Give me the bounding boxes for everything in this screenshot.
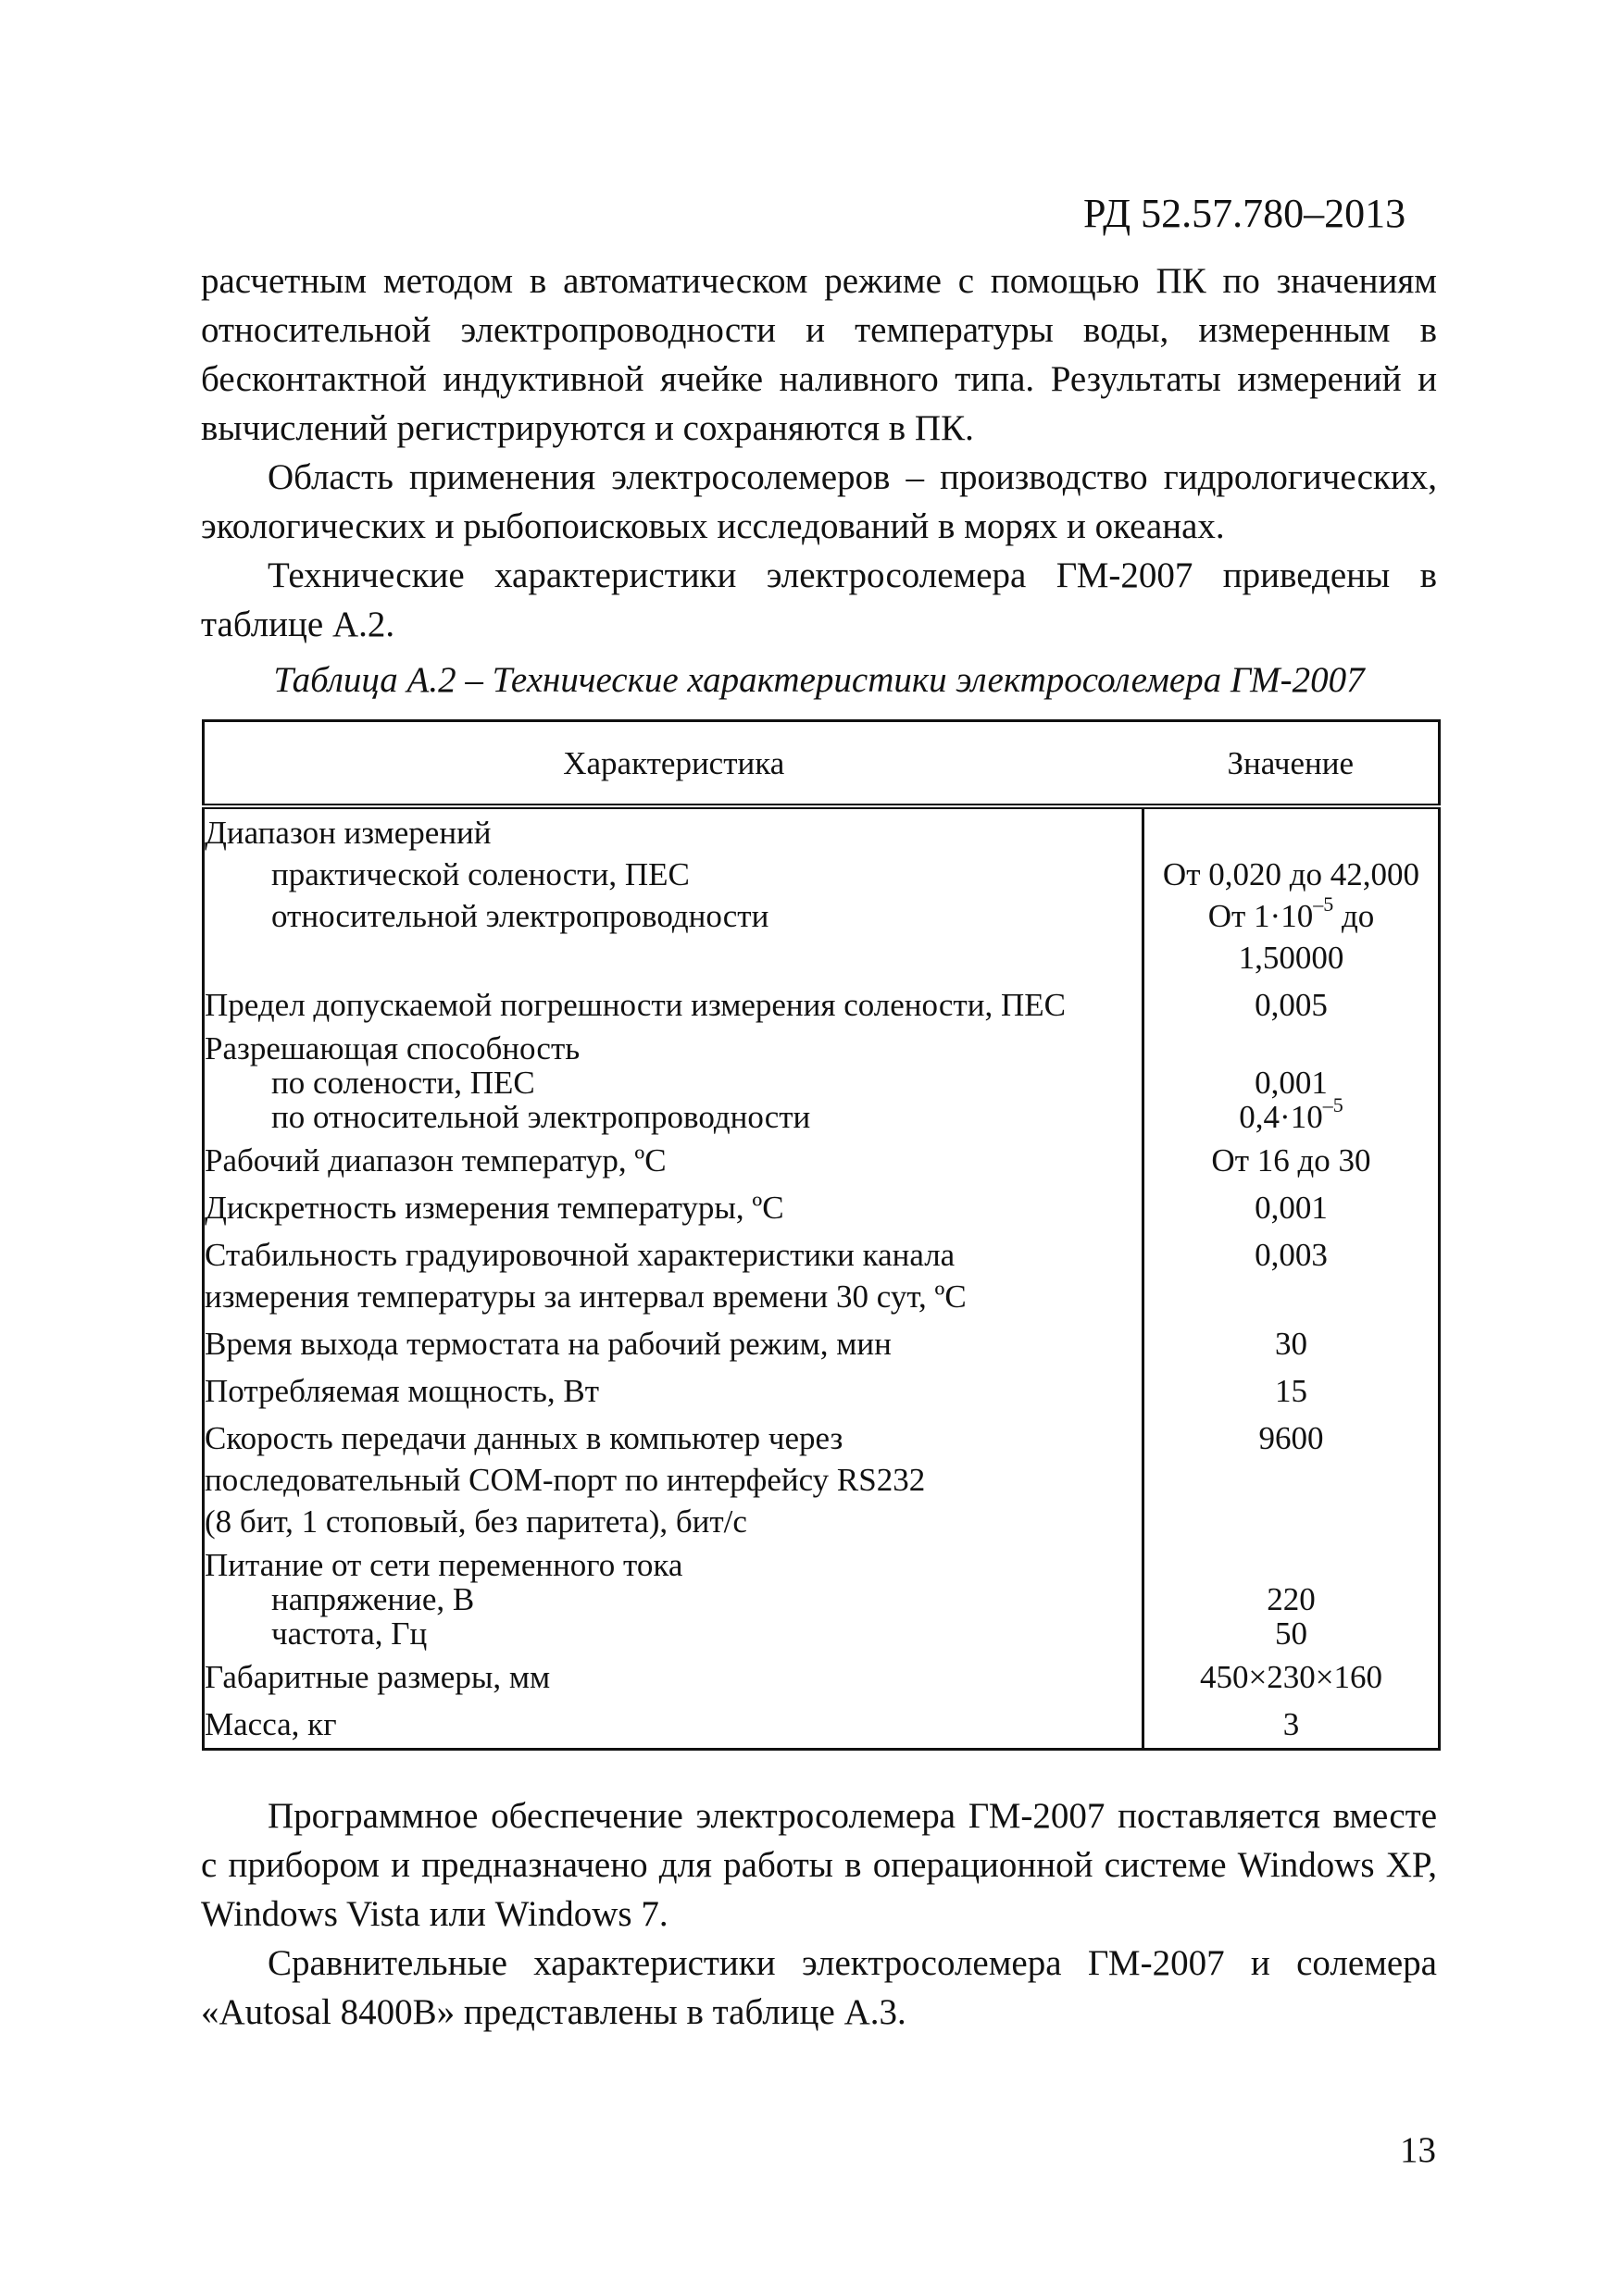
outro-text <box>201 1791 1437 2037</box>
row-value-baud: 9600 <box>1143 1415 1440 1545</box>
row-value-conductivity-line2: 1,50000 <box>1238 940 1344 976</box>
spec-table <box>202 719 1441 1751</box>
row-value-frequency: 50 <box>1275 1615 1307 1652</box>
row-label-salinity: практической солености, ПЕС <box>271 856 690 892</box>
row-label-warmup-time: Время выхода термостата на рабочий режим, мин <box>205 1326 892 1362</box>
table-caption: Таблица А.2 – Технические характеристики электросолемера ГМ-2007 <box>273 660 1365 700</box>
outro-paragraph-2: Сравнительные характеристики электросолемера ГМ-2007 и солемера «Autosal 8400B» представлены в таблице А.3. <box>201 1943 1437 2032</box>
table-row <box>204 1701 1440 1750</box>
table-header-row <box>204 721 1440 807</box>
row-label-dimensions: Габаритные размеры, мм <box>205 1659 551 1695</box>
row-value-resolution-conductivity: $0,4\cdot 10^{-5}$ <box>1239 1093 1343 1135</box>
table-row <box>204 1137 1440 1184</box>
outro-paragraph-1: Программное обеспечение электросолемера ГМ-2007 поставляется вместе с прибором и предназначено для работы в операционной системе Windows XP, Windows Vista или Windows 7. <box>201 1796 1437 1934</box>
row-label-temp-discreteness: Дискретность измерения температуры, ºС <box>205 1190 784 1226</box>
row-value-voltage: 220 <box>1267 1581 1316 1617</box>
row-value-resolution-salinity: 0,001 <box>1255 1065 1328 1101</box>
intro-paragraph-3: Технические характеристики электросолемера ГМ-2007 приведены в таблице А.2. <box>201 555 1437 644</box>
row-value-conductivity: От $1\cdot 10^{-5}$ до <box>1207 892 1375 934</box>
row-value-power: 15 <box>1143 1367 1440 1415</box>
row-label-resolution-salinity: по солености, ПЕС <box>271 1065 535 1101</box>
row-value-temp-range: От 16 до 30 <box>1143 1137 1440 1184</box>
table-row <box>204 1367 1440 1415</box>
row-value-dimensions: 450×230×160 <box>1143 1653 1440 1701</box>
row-label-baud-l3: (8 бит, 1 стоповый, без паритета), бит/с <box>205 1503 747 1540</box>
row-label-resolution-conductivity: по относительной электропроводности <box>271 1099 811 1135</box>
row-value-stability: 0,003 <box>1143 1231 1440 1320</box>
row-label-temp-range: Рабочий диапазон температур, ºС <box>205 1142 667 1179</box>
row-value-error-limit: 0,005 <box>1143 981 1440 1029</box>
row-label-conductivity: относительной электропроводности <box>271 898 769 934</box>
row-label-frequency: частота, Гц <box>271 1615 428 1652</box>
table-row <box>204 1231 1440 1320</box>
table-row <box>204 806 1440 981</box>
page-number: 13 <box>1400 2130 1436 2170</box>
header-characteristic: Характеристика <box>204 721 1143 807</box>
document-code-header: РД 52.57.780–2013 <box>1083 191 1406 236</box>
row-value-mass: 3 <box>1143 1701 1440 1750</box>
header-value: Значение <box>1143 721 1440 807</box>
row-label-baud-l2: последовательный СОМ-порт по интерфейсу RS232 <box>205 1462 926 1498</box>
row-label-measurement-range: Диапазон измерений <box>205 815 492 851</box>
row-label-baud-l1: Скорость передачи данных в компьютер через <box>205 1420 843 1456</box>
row-label-power: Потребляемая мощность, Вт <box>205 1373 600 1409</box>
table-row <box>204 1320 1440 1367</box>
intro-text <box>201 256 1437 649</box>
intro-paragraph-1: расчетным методом в автоматическом режиме с помощью ПК по значениям относительной электропроводности и температуры воды, измеренным в бесконтактной индуктивной ячейке наливного типа. Результаты измерений и вычислений регистрируются и сохраняются в ПК. <box>201 261 1437 448</box>
table-row <box>204 1184 1440 1231</box>
row-label-error-limit: Предел допускаемой погрешности измерения солености, ПЕС <box>205 987 1066 1023</box>
row-label-mains: Питание от сети переменного тока <box>205 1547 683 1583</box>
row-label-voltage: напряжение, В <box>271 1581 475 1617</box>
table-row <box>204 1653 1440 1701</box>
row-label-stability-l2: измерения температуры за интервал времени 30 сут, ºС <box>205 1278 967 1315</box>
row-value-temp-discreteness: 0,001 <box>1143 1184 1440 1231</box>
row-value-warmup-time: 30 <box>1143 1320 1440 1367</box>
row-label-mass: Масса, кг <box>205 1706 337 1742</box>
table-row <box>204 1415 1440 1545</box>
table-row <box>204 981 1440 1029</box>
row-label-resolution: Разрешающая способность <box>205 1030 581 1066</box>
table-row <box>204 1029 1440 1137</box>
table-row <box>204 1545 1440 1653</box>
row-label-stability-l1: Стабильность градуировочной характеристики канала <box>205 1237 956 1273</box>
row-value-salinity: От 0,020 до 42,000 <box>1162 856 1420 892</box>
intro-paragraph-2: Область применения электросолемеров – производство гидрологических, экологических и рыбопоисковых исследований в морях и океанах. <box>201 457 1437 546</box>
